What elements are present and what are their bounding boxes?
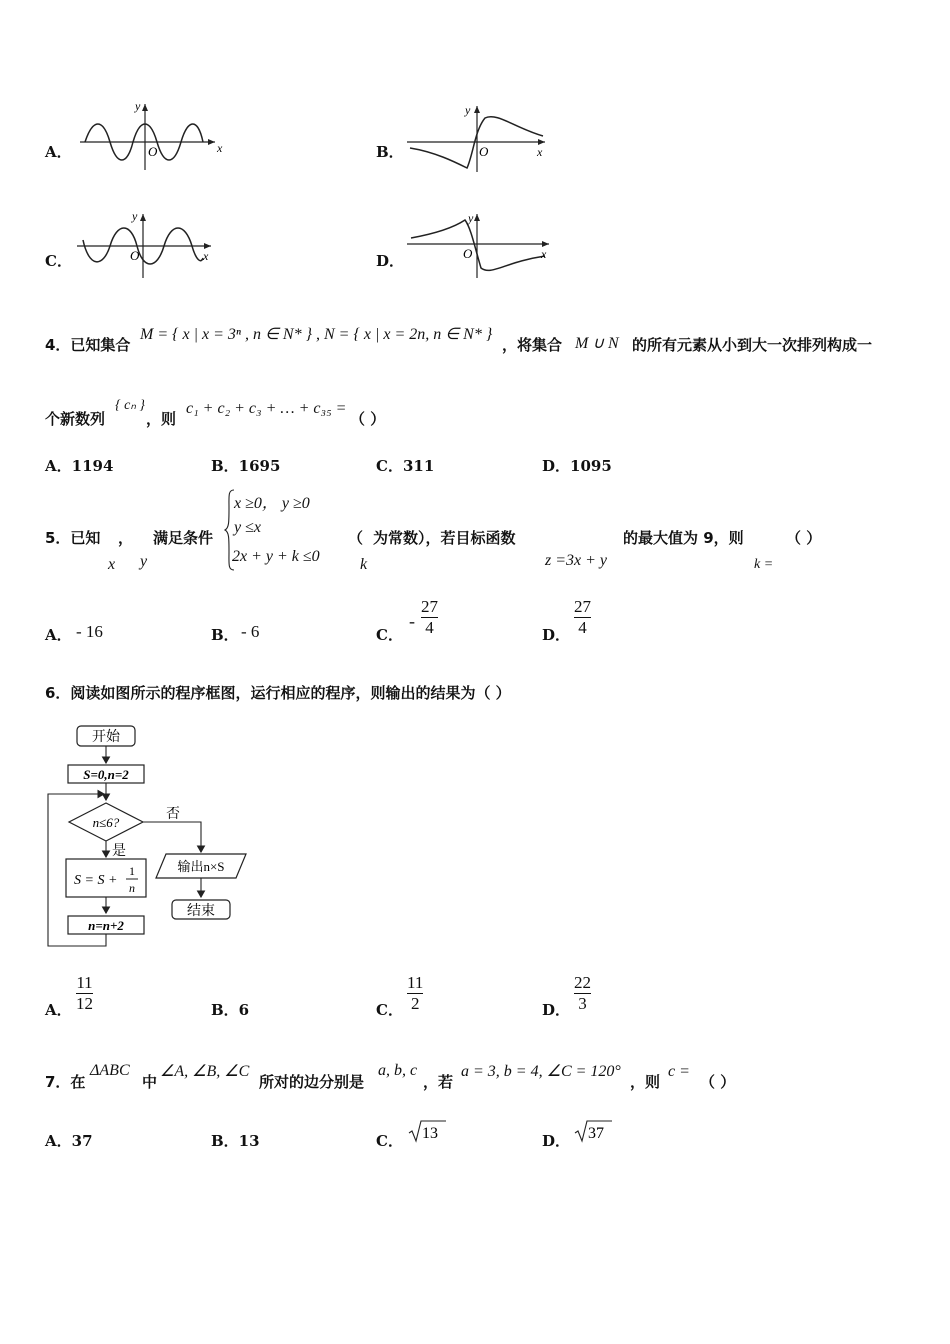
graph-a — [75, 98, 225, 173]
q4-tail: 的所有元素从小到大一次排列构成一 — [632, 336, 873, 354]
q7-paren: （ ） — [700, 1073, 736, 1091]
q5-sys-line2: y ≤x — [234, 519, 261, 536]
q6-option-c-num: 11 — [407, 973, 424, 992]
q5-sys-line3: 2x + y + k ≤0 — [232, 548, 320, 565]
q4-option-c[interactable]: C．311 — [376, 457, 435, 475]
q4-union: M ∪ N — [575, 335, 619, 352]
flow-start-text: 开始 — [92, 730, 120, 745]
q6-option-c-label[interactable]: C． — [376, 1001, 403, 1019]
q4-number: 4．已知集合 — [45, 336, 131, 354]
graph-c — [75, 208, 225, 283]
q4-mid: ，将集合 — [502, 336, 563, 354]
q5-option-c-label[interactable]: C． — [376, 626, 403, 644]
q5-option-c-fraction — [421, 597, 438, 638]
graph-c-x-label: x — [203, 249, 209, 263]
graph-b-x-label: x — [537, 145, 543, 159]
q7-option-c-label[interactable]: C． — [376, 1132, 403, 1150]
q7-number: 7．在 — [45, 1073, 86, 1091]
graph-c-y-label: y — [132, 209, 138, 223]
q7-ceq: c = — [668, 1063, 690, 1080]
graph-b-origin: O — [479, 144, 489, 159]
flow-body-text: S = S + — [74, 873, 118, 888]
graph-d — [405, 208, 555, 283]
q6-option-d-label[interactable]: D． — [542, 1001, 571, 1019]
q5-max: 的最大值为 9，则 — [623, 529, 744, 547]
q4-line2a: 个新数列 — [45, 410, 106, 428]
q6-option-b[interactable]: B．6 — [211, 1001, 250, 1019]
q6-flowchart — [44, 720, 254, 952]
q5-option-d-fraction — [574, 597, 591, 638]
flow-yes-label: 是 — [112, 844, 126, 859]
q5-k: k — [360, 556, 368, 573]
graph-d-origin: O — [463, 246, 473, 261]
q5-option-c-num: 27 — [421, 597, 438, 616]
q4-option-d[interactable]: D．1095 — [542, 457, 612, 475]
q5-paren2: （ ） — [786, 529, 822, 547]
q5-comma: ， — [118, 529, 134, 547]
flow-no-label: 否 — [166, 807, 180, 822]
q6-option-c-den: 2 — [410, 994, 420, 1013]
graph-c-label: C． — [45, 252, 72, 270]
q5-option-a-label[interactable]: A． — [45, 626, 72, 644]
graph-b-label: B． — [376, 143, 404, 161]
q4-option-a[interactable]: A．1194 — [45, 457, 114, 475]
flow-body-den: n — [129, 881, 135, 895]
q7-triangle: ΔABC — [90, 1062, 130, 1079]
q4-seq: { cₙ } — [115, 398, 145, 413]
q5-paren1: （ — [348, 529, 364, 547]
q5-option-c-den: 4 — [425, 618, 434, 637]
graph-d-x-label: x — [541, 247, 547, 261]
q6-option-d-den: 3 — [578, 994, 587, 1013]
q6-option-a-den: 12 — [76, 994, 93, 1013]
q7-option-b[interactable]: B．13 — [211, 1132, 260, 1150]
graph-d-label: D． — [376, 252, 405, 270]
q4-sum: c₁ + c₂ + c₃ + … + c₃₅ = — [186, 400, 347, 417]
q6-option-d-fraction — [574, 973, 591, 1014]
q5-sys-line1: x ≥0， y ≥0 — [234, 495, 310, 512]
q5-cond: 满足条件 — [153, 529, 214, 547]
q7-option-c-radical — [408, 1118, 448, 1144]
graph-a-x-label: x — [217, 141, 223, 155]
q6-option-a-fraction — [76, 973, 93, 1014]
q5-var-x: x — [108, 556, 116, 573]
q7-opp: 所对的边分别是 — [259, 1073, 365, 1091]
graph-a-origin: O — [148, 144, 158, 159]
q7-option-d-label[interactable]: D． — [542, 1132, 571, 1150]
q6-option-a-num: 11 — [76, 973, 93, 992]
q5-option-d-num: 27 — [574, 597, 591, 616]
flow-output-text: 输出n×S — [177, 859, 225, 874]
q5-number: 5．已知 — [45, 529, 101, 547]
q5-const: 为常数），若目标函数 — [373, 529, 516, 547]
flow-init-text: S=0,n=2 — [83, 767, 129, 782]
q4-paren: （ ） — [350, 410, 386, 428]
q5-option-b-value: - 6 — [241, 622, 260, 641]
flow-decision-text: n≤6? — [92, 815, 120, 830]
q7-mid: 中 — [142, 1073, 158, 1091]
flow-end-text: 结束 — [187, 904, 215, 919]
graph-b-y-label: y — [465, 103, 471, 117]
flow-body-num: 1 — [129, 864, 135, 878]
q7-option-d-radicand: 37 — [588, 1125, 604, 1142]
q5-keq: k = — [754, 557, 774, 572]
q6-text: 6．阅读如图所示的程序框图，运行相应的程序，则输出的结果为（ ） — [45, 684, 511, 702]
q7-angles: ∠A, ∠B, ∠C — [160, 1063, 250, 1080]
graph-c-origin: O — [130, 248, 140, 263]
flow-incr-text: n=n+2 — [88, 918, 124, 933]
graph-d-y-label: y — [468, 211, 474, 225]
graph-a-label: A． — [45, 143, 72, 161]
q7-option-c-radicand: 13 — [422, 1125, 438, 1142]
q6-option-c-fraction — [407, 973, 423, 1014]
graph-a-y-label: y — [135, 99, 141, 113]
q7-then: ，则 — [630, 1073, 661, 1091]
q4-line2b: ，则 — [146, 410, 177, 428]
q5-option-d-den: 4 — [578, 618, 587, 637]
q5-option-b-label[interactable]: B． — [211, 626, 239, 644]
q7-option-a[interactable]: A．37 — [45, 1132, 93, 1150]
q6-option-a-label[interactable]: A． — [45, 1001, 72, 1019]
graph-b — [405, 100, 555, 175]
q5-option-a-value: - 16 — [76, 622, 103, 641]
q5-option-d-label[interactable]: D． — [542, 626, 571, 644]
q7-given: a = 3, b = 4, ∠C = 120° — [461, 1063, 621, 1080]
q5-var-y: y — [140, 553, 148, 570]
q5-option-c-sign: - — [409, 611, 415, 631]
q7-if: ，若 — [423, 1073, 454, 1091]
q4-option-b[interactable]: B．1695 — [211, 457, 281, 475]
q5-objective: z =3x + y — [545, 552, 608, 569]
q7-option-d-radical — [574, 1118, 614, 1144]
q7-sides: a, b, c — [378, 1062, 418, 1079]
q6-option-d-num: 22 — [574, 973, 591, 992]
q4-sets: M = { x | x = 3ⁿ , n ∈ N* } , N = { x | x = 2n, n ∈ N* } — [140, 326, 493, 343]
